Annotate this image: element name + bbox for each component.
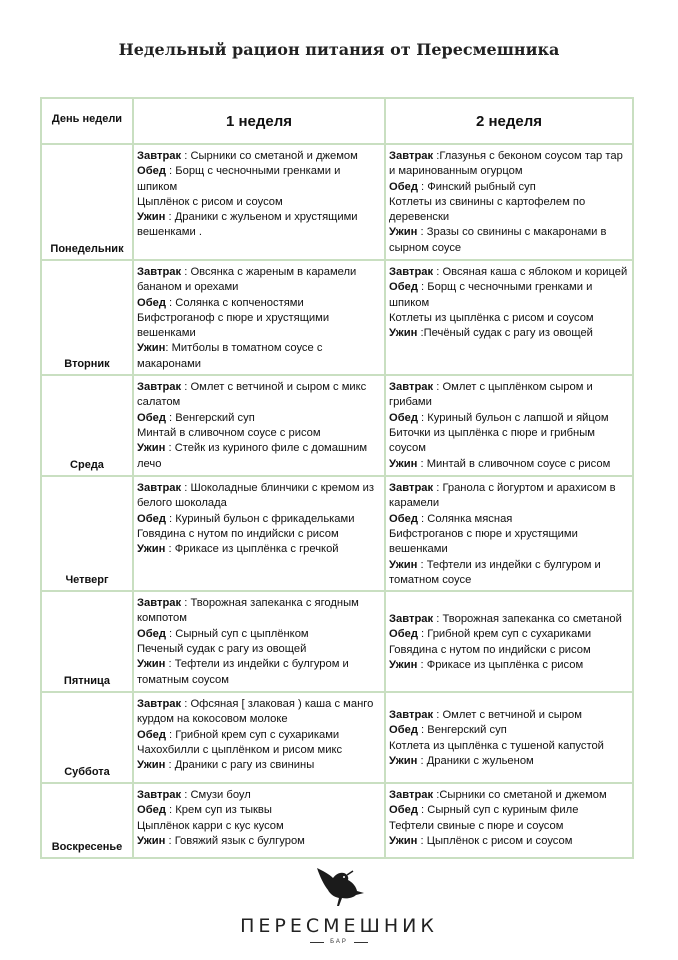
meal-separator: : <box>165 211 175 224</box>
meal-line <box>389 411 630 426</box>
table-row <box>41 144 633 260</box>
day-name: Понедельник <box>41 144 133 260</box>
meal-separator: : <box>417 327 424 340</box>
meal-line <box>137 481 382 512</box>
meal-separator: : <box>433 150 440 162</box>
meal-line <box>137 411 382 426</box>
meal-separator: : <box>165 804 176 817</box>
meal-separator: : <box>417 411 428 424</box>
meal-line <box>137 195 382 210</box>
meal-label: Завтрак <box>389 482 434 495</box>
meal-line <box>389 739 630 754</box>
meal-label: Обед <box>137 804 166 817</box>
meal-text: Грибной крем суп с сухариками <box>175 728 340 741</box>
meal-text: Печеный судак с рагу из овощей <box>137 643 307 656</box>
week-1-menu-cell <box>133 260 385 375</box>
meal-label: Обед <box>137 296 166 309</box>
day-name: Пятница <box>41 591 133 692</box>
meal-line <box>137 788 382 803</box>
meal-label: Обед <box>389 804 418 817</box>
meal-separator: : <box>417 724 428 737</box>
meal-separator: : <box>417 226 427 239</box>
meal-line <box>137 311 382 342</box>
meal-line <box>389 265 630 280</box>
meal-line <box>137 426 382 441</box>
meal-label: Завтрак <box>389 789 434 802</box>
meal-text: Тефтели из индейки с булгуром и томатным соусом <box>137 658 349 686</box>
meal-text: Печёный судак с рагу из овощей <box>423 327 593 340</box>
meal-separator: : <box>417 457 427 470</box>
meal-line <box>137 542 382 557</box>
meal-separator: : <box>165 759 175 772</box>
meal-separator: : <box>165 728 176 741</box>
meal-separator: : <box>181 698 191 711</box>
meal-text: Венгерский суп <box>175 411 255 424</box>
meal-text: Бифстроганоф с пюре и хрустящими вешенками <box>137 311 330 340</box>
week-1-menu-cell <box>133 591 385 692</box>
meal-text: Котлета из цыплёнка с тушеной капустой <box>389 739 604 752</box>
meal-text: Стейк из куриного филе с домашним лечо <box>137 442 368 470</box>
meal-label: Завтрак <box>137 698 182 711</box>
week-1-menu-cell <box>133 692 385 783</box>
meal-line <box>137 164 382 195</box>
week-2-menu-cell <box>385 692 633 783</box>
meal-label: Ужин <box>389 835 418 848</box>
meal-label: Завтрак <box>137 150 182 162</box>
meal-label: Обед <box>389 281 418 294</box>
page-title: Недельный рацион питания от Пересмешника <box>118 40 560 59</box>
meal-line <box>389 723 630 738</box>
logo-subtitle-text: БАР <box>330 939 348 945</box>
meal-text: Глазунья с беконом соусом тар тар и маринованным огурцом <box>389 150 623 178</box>
day-name: Суббота <box>41 692 133 783</box>
week-1-menu-cell <box>133 144 385 260</box>
meal-label: Завтрак <box>389 613 434 626</box>
week-1-menu-cell <box>133 375 385 476</box>
meal-line <box>389 612 630 627</box>
meal-text: Фрикасе из цыплёнка с рисом <box>426 658 584 671</box>
meal-text: Борщ с чесночными гренками и шпиком <box>137 165 341 193</box>
meal-text: Цыплёнок с рисом и соусом <box>137 195 283 208</box>
meal-line <box>389 426 630 457</box>
meal-text: Грибной крем суп с сухариками <box>427 628 592 641</box>
week-2-menu-cell <box>385 476 633 591</box>
meal-label: Обед <box>137 728 166 741</box>
meal-text: Цыплёнок с рисом и соусом <box>426 835 573 848</box>
meal-label: Ужин <box>389 754 418 767</box>
meal-line <box>389 326 630 341</box>
week-2-menu-cell <box>385 783 633 858</box>
meal-line <box>389 149 630 180</box>
logo-name: ПЕРЕСМЕШНИК <box>240 915 438 937</box>
meal-separator: : <box>181 482 191 495</box>
meal-line <box>137 758 382 773</box>
table-row <box>41 476 633 591</box>
meal-label: Ужин <box>389 558 418 571</box>
meal-line <box>389 708 630 723</box>
meal-line <box>137 296 382 311</box>
meal-text: Тефтели свиные с пюре и соусом <box>389 819 564 832</box>
meal-separator: : <box>165 165 176 178</box>
meal-text: Чахохбилли с цыплёнком и рисом микс <box>137 744 343 757</box>
meal-label: Завтрак <box>137 266 182 278</box>
meal-text: Говяжий язык с булгуром <box>174 835 305 848</box>
meal-line <box>389 803 630 818</box>
meal-line <box>137 512 382 527</box>
day-name: Воскресенье <box>41 783 133 858</box>
meal-line <box>389 788 630 803</box>
meal-line <box>389 195 630 226</box>
meal-separator: : <box>433 613 443 626</box>
meal-label: Завтрак <box>137 789 182 802</box>
table-row <box>41 692 633 783</box>
meal-separator: : <box>417 628 428 641</box>
meal-line <box>137 728 382 743</box>
meal-text: Минтай в сливочном соусе с рисом <box>137 426 321 439</box>
meal-text: Солянка мясная <box>427 512 513 525</box>
meal-text: Смузи боул <box>190 789 251 802</box>
meal-text: Биточки из цыплёнка с пюре и грибным соусом <box>389 426 595 455</box>
meal-text: Говядина с нутом по индийски с рисом <box>137 527 339 540</box>
meal-separator: : <box>181 150 191 162</box>
meal-line <box>389 658 630 673</box>
mockingbird-icon <box>309 862 369 908</box>
table-row <box>41 375 633 476</box>
meal-label: Ужин <box>389 457 418 470</box>
meal-label: Завтрак <box>389 266 434 278</box>
meal-line <box>389 558 630 589</box>
meal-line <box>389 754 630 769</box>
meal-separator: : <box>165 442 175 455</box>
meal-line <box>137 657 382 688</box>
meal-text: Зразы со свинины с макаронами в сырном соусе <box>389 226 607 254</box>
meal-text: Борщ с чесночными гренками и шпиком <box>389 281 593 309</box>
meal-separator: : <box>417 804 428 817</box>
meal-line <box>137 642 382 657</box>
meal-separator: : <box>417 558 427 571</box>
meal-line <box>137 834 382 849</box>
meal-line <box>137 596 382 627</box>
meal-separator: : <box>417 281 428 294</box>
table-row <box>41 260 633 375</box>
meal-line <box>389 380 630 411</box>
meal-line <box>137 743 382 758</box>
meal-line <box>137 697 382 728</box>
week-2-menu-cell <box>385 260 633 375</box>
meal-text: Сырный суп с цыплёнком <box>175 627 309 640</box>
meal-line <box>137 819 382 834</box>
meal-line <box>389 311 630 326</box>
menu-body <box>41 144 633 858</box>
day-name: Вторник <box>41 260 133 375</box>
meal-label: Ужин <box>389 327 418 340</box>
meal-text: Омлет с цыплёнком сыром и грибами <box>389 381 593 409</box>
meal-separator: : <box>433 381 443 394</box>
meal-separator: : <box>165 835 175 848</box>
meal-label: Ужин <box>389 226 418 239</box>
meal-text: Минтай в сливочном соусе с рисом <box>426 457 611 470</box>
header-week-1: 1 неделя <box>133 98 385 144</box>
meal-text: Цыплёнок карри с кус кусом <box>137 819 284 832</box>
meal-label: Обед <box>389 411 418 424</box>
meal-text: Митболы в томатном соусе с макаронами <box>137 342 323 370</box>
meal-line <box>389 627 630 642</box>
meal-separator: : <box>181 789 191 802</box>
meal-label: Завтрак <box>389 381 434 394</box>
meal-separator: : <box>433 709 443 722</box>
meal-text: Сырники со сметаной и джемом <box>439 789 607 802</box>
meal-separator: : <box>433 266 443 278</box>
meal-line <box>137 265 382 296</box>
meal-line <box>137 341 382 372</box>
meal-separator: : <box>165 342 172 355</box>
meal-label: Обед <box>389 512 418 525</box>
meal-text: Говядина с нутом по индийски с рисом <box>389 643 591 656</box>
meal-separator: : <box>433 789 440 802</box>
logo-subtitle <box>0 939 678 945</box>
meal-label: Завтрак <box>137 597 182 610</box>
week-2-menu-cell <box>385 375 633 476</box>
meal-label: Обед <box>389 180 418 193</box>
meal-line <box>389 225 630 256</box>
meal-text: Творожная запеканка со сметаной <box>442 613 622 626</box>
meal-line <box>137 527 382 542</box>
meal-text: Венгерский суп <box>427 724 507 737</box>
day-name: Среда <box>41 375 133 476</box>
meal-separator: : <box>417 658 427 671</box>
meal-label: Обед <box>137 512 166 525</box>
meal-separator: : <box>417 835 427 848</box>
meal-separator: : <box>165 658 175 671</box>
meal-text: Куриный бульон с фрикадельками <box>175 512 355 525</box>
menu-table <box>40 97 634 859</box>
meal-label: Ужин <box>137 835 166 848</box>
meal-label: Обед <box>389 628 418 641</box>
meal-text: Драники с жульеном <box>426 754 534 767</box>
meal-label: Обед <box>137 165 166 178</box>
meal-separator: : <box>417 754 427 767</box>
meal-text: Овсяная каша с яблоком и корицей <box>442 266 628 278</box>
meal-text: Драники с рагу из свинины <box>174 759 315 772</box>
meal-label: Завтрак <box>389 709 434 722</box>
meal-label: Завтрак <box>389 150 434 162</box>
meal-separator: : <box>181 381 191 394</box>
meal-label: Ужин <box>137 543 166 556</box>
meal-text: Драники с жульеном и хрустящими вешенками . <box>137 211 358 239</box>
meal-separator: : <box>433 482 443 495</box>
table-header-row <box>41 98 633 144</box>
meal-text: Финский рыбный суп <box>427 180 536 193</box>
meal-text: Творожная запеканка с ягодным компотом <box>137 597 359 625</box>
table-row <box>41 591 633 692</box>
meal-separator: : <box>165 296 176 309</box>
meal-label: Завтрак <box>137 381 182 394</box>
meal-label: Обед <box>137 627 166 640</box>
meal-separator: : <box>165 627 176 640</box>
meal-label: Завтрак <box>137 482 182 495</box>
meal-line <box>389 481 630 512</box>
table-row <box>41 783 633 858</box>
meal-separator: : <box>417 180 428 193</box>
meal-line <box>389 457 630 472</box>
week-1-menu-cell <box>133 476 385 591</box>
logo <box>0 862 678 945</box>
day-name: Четверг <box>41 476 133 591</box>
header-day-column: День недели <box>41 98 133 144</box>
meal-line <box>389 819 630 834</box>
meal-separator: : <box>181 597 191 610</box>
meal-label: Ужин <box>137 211 166 224</box>
meal-label: Ужин <box>137 342 166 355</box>
meal-text: Сырники со сметаной и джемом <box>190 150 358 162</box>
meal-line <box>389 280 630 311</box>
meal-text: Гранола с йогуртом и арахисом в карамели <box>389 482 616 510</box>
meal-text: Фрикасе из цыплёнка с гречкой <box>174 543 339 556</box>
meal-line <box>389 180 630 195</box>
meal-line <box>137 380 382 411</box>
meal-text: Куриный бульон с лапшой и яйцом <box>427 411 609 424</box>
meal-label: Ужин <box>137 442 166 455</box>
meal-label: Ужин <box>137 658 166 671</box>
meal-text: Бифстроганов с пюре и хрустящими вешенками <box>389 527 578 556</box>
meal-text: Омлет с ветчиной и сыром с микс салатом <box>137 381 367 409</box>
meal-separator: : <box>417 512 428 525</box>
meal-line <box>389 527 630 558</box>
meal-label: Обед <box>389 724 418 737</box>
meal-text: Крем суп из тыквы <box>175 804 272 817</box>
week-2-menu-cell <box>385 144 633 260</box>
meal-label: Обед <box>137 411 166 424</box>
week-1-menu-cell <box>133 783 385 858</box>
meal-label: Ужин <box>389 658 418 671</box>
header-week-2: 2 неделя <box>385 98 633 144</box>
meal-text: Котлеты из цыплёнка с рисом и соусом <box>389 311 594 324</box>
meal-line <box>389 643 630 658</box>
meal-line <box>137 441 382 472</box>
meal-text: Омлет с ветчиной и сыром <box>442 709 582 722</box>
meal-label: Ужин <box>137 759 166 772</box>
meal-separator: : <box>165 512 176 525</box>
meal-text: Офсяная [ злаковая ) каша с манго курдом на кокосовом молоке <box>137 698 374 726</box>
meal-text: Котлеты из свинины с картофелем по деревенски <box>389 195 586 224</box>
meal-text: Шоколадные блинчики с кремом из белого шоколада <box>137 482 375 510</box>
meal-line <box>389 834 630 849</box>
meal-separator: : <box>181 266 191 278</box>
meal-separator: : <box>165 543 175 556</box>
meal-line <box>137 210 382 241</box>
meal-text: Солянка с копченостями <box>175 296 304 309</box>
meal-text: Тефтели из индейки с булгуром и томатном соусе <box>389 558 601 586</box>
meal-line <box>389 512 630 527</box>
meal-line <box>137 627 382 642</box>
meal-separator: : <box>165 411 176 424</box>
meal-line <box>137 149 382 164</box>
meal-text: Сырный суп с куриным филе <box>427 804 579 817</box>
meal-text: Овсянка с жареным в карамели бананом и орехами <box>137 266 357 294</box>
meal-line <box>137 803 382 818</box>
week-2-menu-cell <box>385 591 633 692</box>
